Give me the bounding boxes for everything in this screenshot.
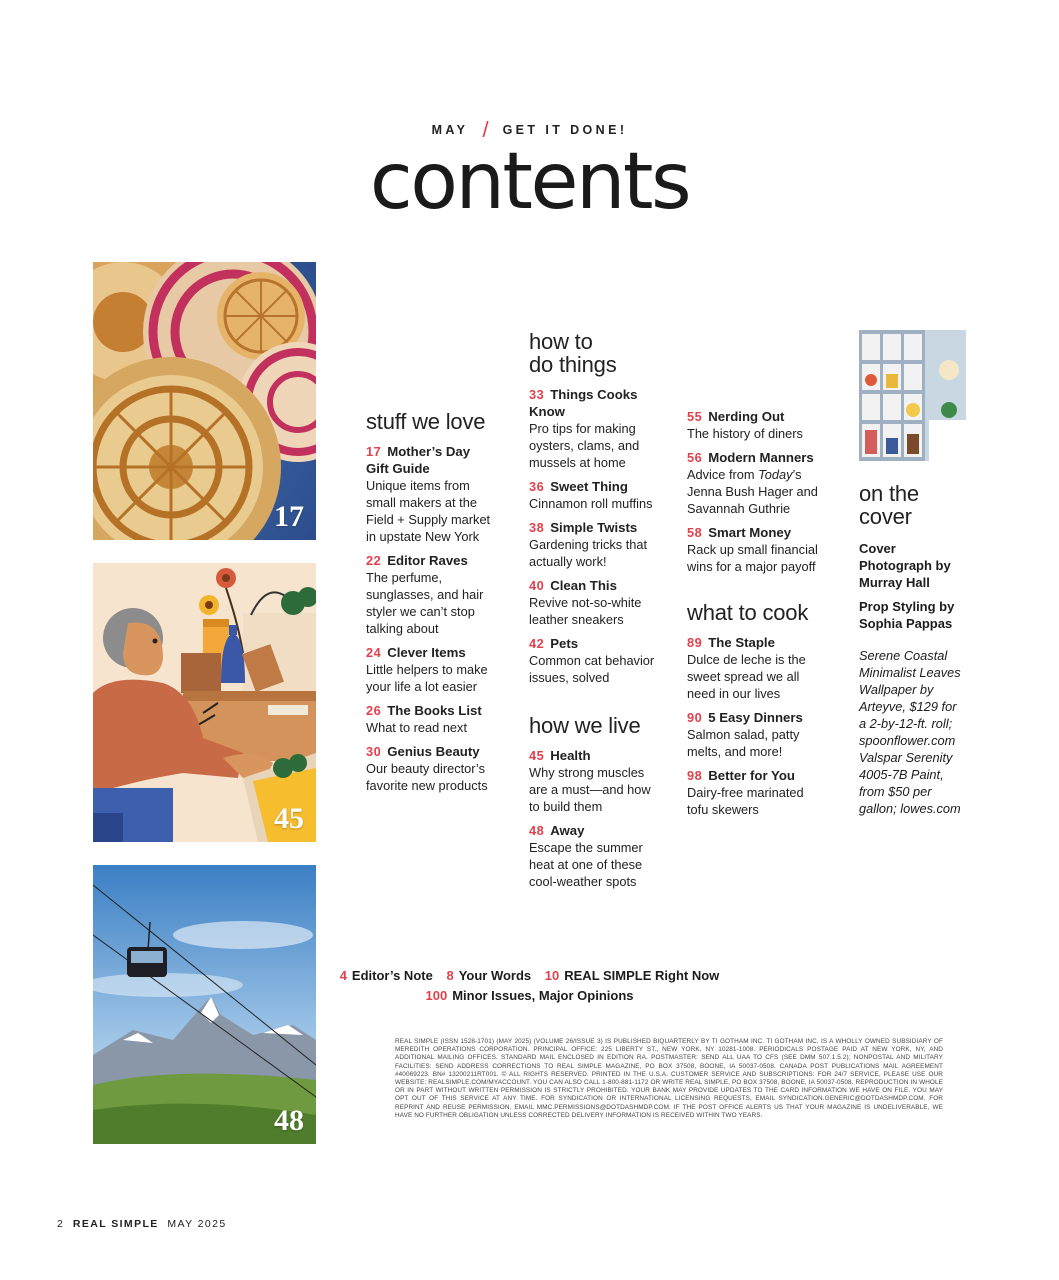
entry-desc: Cinnamon roll muffins (529, 496, 653, 511)
link-editors-note[interactable] (340, 968, 433, 983)
entry-desc: Salmon salad, patty melts, and more! (687, 727, 800, 759)
entry-page: 22 (366, 553, 382, 568)
link-page: 8 (446, 968, 454, 983)
toc-entry[interactable] (687, 408, 822, 442)
entry-title: Simple Twists (550, 520, 638, 535)
section-how-to-do-things (529, 330, 657, 890)
toc-entry[interactable] (529, 747, 657, 815)
section-heading-what-to-cook: what to cook (687, 600, 809, 625)
entry-title: Health (550, 748, 591, 763)
cover-thumbnail-art (859, 330, 966, 461)
toc-entry[interactable] (366, 552, 494, 637)
folio-issue: MAY 2025 (167, 1218, 227, 1230)
entry-title: The Books List (387, 703, 482, 718)
link-page: 4 (339, 968, 347, 983)
entry-title: Things Cooks Know (529, 387, 638, 419)
link-minor-issues[interactable] (425, 988, 633, 1003)
entry-page: 90 (687, 710, 703, 725)
toc-entry[interactable] (366, 702, 494, 736)
page-folio (57, 1218, 227, 1230)
issue-theme: GET IT DONE! (502, 123, 628, 137)
entry-title: Genius Beauty (387, 744, 480, 759)
bottom-links-row2 (0, 986, 1059, 1006)
toc-entry[interactable] (687, 767, 822, 818)
entry-desc: Pro tips for making oysters, clams, and mussels at home (529, 421, 640, 470)
entry-page: 55 (687, 409, 703, 424)
entry-title: Editor Raves (387, 553, 468, 568)
toc-entry[interactable] (687, 634, 822, 702)
woven-baskets-art (93, 262, 316, 540)
section-heading-line2: cover (859, 504, 912, 529)
entry-title: Clean This (550, 578, 617, 593)
entry-page: 42 (529, 636, 545, 651)
entry-desc: The perfume, sunglasses, and hair styler we can’t stop talking about (366, 570, 484, 636)
entry-desc-post: ’s Jenna Bush Hager and Savannah Guthrie (687, 467, 818, 516)
entry-desc: Unique items from small makers at the Field + Supply market in upstate New York (366, 478, 491, 544)
page-number-label: 45 (274, 802, 304, 835)
entry-desc (687, 467, 818, 516)
toc-entry[interactable] (687, 524, 822, 575)
entry-desc: Revive not-so-white leather sneakers (529, 595, 642, 627)
cover-photo-credit: Cover Photograph by Murray Hall (859, 541, 951, 590)
entry-page: 38 (529, 520, 545, 535)
entry-desc: Dulce de leche is the sweet spread we all need in our lives (687, 652, 806, 701)
link-page: 100 (425, 988, 448, 1003)
toc-entry[interactable] (529, 386, 657, 471)
entry-page: 48 (529, 823, 545, 838)
entry-desc: Little helpers to make your life a lot easier (366, 662, 488, 694)
kicker-slash: / (482, 117, 489, 142)
entry-desc: Escape the summer heat at one of these cool-weather spots (529, 840, 643, 889)
entry-page: 26 (366, 703, 382, 718)
entry-title: Better for You (708, 768, 795, 783)
entry-desc: Dairy-free marinated tofu skewers (687, 785, 804, 817)
entry-page: 17 (366, 444, 382, 459)
entry-page: 24 (366, 645, 382, 660)
entry-page: 36 (529, 479, 545, 494)
link-page: 10 (544, 968, 560, 983)
entry-page: 40 (529, 578, 545, 593)
toc-entry[interactable] (687, 449, 822, 517)
link-title: Editor’s Note (351, 968, 433, 983)
entry-title: Pets (550, 636, 579, 651)
section-heading-how-we-live: how we live (529, 713, 641, 738)
link-right-now[interactable] (545, 968, 720, 983)
toc-entry[interactable] (366, 644, 494, 695)
toc-entry[interactable] (529, 577, 657, 628)
bottom-links-row1 (0, 966, 1059, 986)
toc-entry[interactable] (529, 519, 657, 570)
entry-page: 30 (366, 744, 382, 759)
link-title: Your Words (458, 968, 532, 983)
entry-desc: Why strong muscles are a must—and how to build them (529, 765, 651, 814)
toc-entry[interactable] (366, 443, 494, 545)
entry-title: Smart Money (708, 525, 792, 540)
entry-title: Clever Items (387, 645, 466, 660)
entry-page: 89 (687, 635, 703, 650)
toc-entry[interactable] (687, 709, 822, 760)
entry-page: 58 (687, 525, 703, 540)
entry-title: Mother’s Day Gift Guide (366, 444, 471, 476)
entry-desc: Gardening tricks that actually work! (529, 537, 648, 569)
toc-entry[interactable] (366, 743, 494, 794)
entry-page: 98 (687, 768, 703, 783)
woven-baskets-photo[interactable] (93, 262, 316, 540)
entry-title: 5 Easy Dinners (708, 710, 803, 725)
entry-title: The Staple (708, 635, 775, 650)
entry-desc: What to read next (366, 720, 468, 735)
section-heading: stuff we love (366, 409, 486, 434)
illustration-art (93, 563, 316, 842)
cover-thumbnail[interactable] (859, 330, 966, 461)
entry-title: Sweet Thing (550, 479, 628, 494)
entry-page: 33 (529, 387, 545, 402)
section-on-the-cover (859, 482, 964, 817)
entry-desc: The history of diners (687, 426, 803, 441)
cover-details: Serene Coastal Minimalist Leaves Wallpaper by Arteyve, $129 for a 2-by-12-ft. roll; spoonflower.com Valspar Serenity 4005-7B Paint, from $50 per gallon; lowes.com (859, 648, 961, 816)
entry-desc: Our beauty director’s favorite new products (366, 761, 488, 793)
entry-desc-italic: Today (758, 467, 793, 482)
link-title: REAL SIMPLE Right Now (564, 968, 720, 983)
illustration-woman-box[interactable] (93, 563, 316, 842)
entry-desc: Rack up small financial wins for a major payoff (687, 542, 818, 574)
entry-page: 56 (687, 450, 703, 465)
page-number-label: 17 (274, 500, 304, 533)
entry-title: Nerding Out (708, 409, 785, 424)
entry-title: Modern Manners (708, 450, 814, 465)
issue-month: MAY (431, 123, 469, 137)
toc-entry[interactable] (529, 478, 657, 512)
toc-entry[interactable] (529, 822, 657, 890)
folio-brand: REAL SIMPLE (72, 1218, 159, 1230)
folio-page-number: 2 (57, 1218, 65, 1230)
link-title: Minor Issues, Major Opinions (452, 988, 634, 1003)
section-heading: on the (859, 481, 919, 506)
section-heading: how to (529, 329, 593, 354)
link-your-words[interactable] (446, 968, 531, 983)
page-number-label: 48 (274, 1104, 304, 1137)
legal-fine-print: REAL SIMPLE (ISSN 1528-1701) (MAY 2025) (VOLUME 26/ISSUE 3) IS PUBLISHED BIQUARTERLY BY TI GOTHAM INC. TI GOTHAM INC. IS A WHOLLY OWNED SUBSIDIARY OF MEREDITH OPERATIONS CORPORATION. PRINCIPAL OFFICE: 225 LIBERTY ST., NEW YORK, NY 10281-1008. PERIODICALS POSTAGE PAID AT NEW YORK, NY, AND ADDITIONAL MAILING OFFICES. STANDARD MAIL ENCLOSED IN EDITION RA. POSTMASTER: SEND ALL UAA TO CFS (SEE DMM 507.1.5.2); NONPOSTAL AND MILITARY FACILITIES: SEND ADDRESS CORRECTIONS TO REAL SIMPLE MAGAZINE, PO BOX 37508, BOONE, IA 50037-0508. CANADA POST PUBLICATIONS MAIL AGREEMENT #40069223. BN# 13200211RT001. © ALL RIGHTS RESERVED. PRINTED IN THE U.S.A. CUSTOMER SERVICE AND SUBSCRIPTIONS: FOR 24/7 SERVICE, PLEASE USE OUR WEBSITE: REALSIMPLE.COM/MYACCOUNT. YOU CAN ALSO CALL 1-800-881-1172 OR WRITE REAL SIMPLE, PO BOX 37508, BOONE, IA 50037-0508. REPRODUCTION IN WHOLE OR IN PART WITHOUT WRITTEN PERMISSION IS STRICTLY PROHIBITED. YOUR BANK MAY PROVIDE UPDATES TO THE CARD INFORMATION WE HAVE ON FILE. YOU MAY OPT OUT OF THIS SERVICE AT ANY TIME. FOR SYNDICATION OR INTERNATIONAL LICENSING REQUESTS, EMAIL SYNDICATION.GENERIC@DOTDASHMDP.COM. FOR REPRINT AND REUSE PERMISSION, EMAIL MMC.PERMISSIONS@DOTDASHMDP.COM. IF THE POST OFFICE ALERTS US THAT YOUR MAGAZINE IS UNDELIVERABLE, WE HAVE NO FURTHER OBLIGATION UNLESS CORRECTED DELIVERY INFORMATION IS RECEIVED WITHIN TWO YEARS. (395, 1038, 943, 1119)
section-heading-line2: do things (529, 352, 617, 377)
page-title: contents (369, 137, 690, 227)
entry-desc-pre: Advice from (687, 467, 759, 482)
entry-page: 45 (529, 748, 545, 763)
cover-styling-credit: Prop Styling by Sophia Pappas (859, 599, 955, 631)
toc-entry[interactable] (529, 635, 657, 686)
section-column-3 (687, 408, 822, 818)
entry-title: Away (550, 823, 585, 838)
entry-desc: Common cat behavior issues, solved (529, 653, 655, 685)
section-stuff-we-love (366, 410, 494, 794)
